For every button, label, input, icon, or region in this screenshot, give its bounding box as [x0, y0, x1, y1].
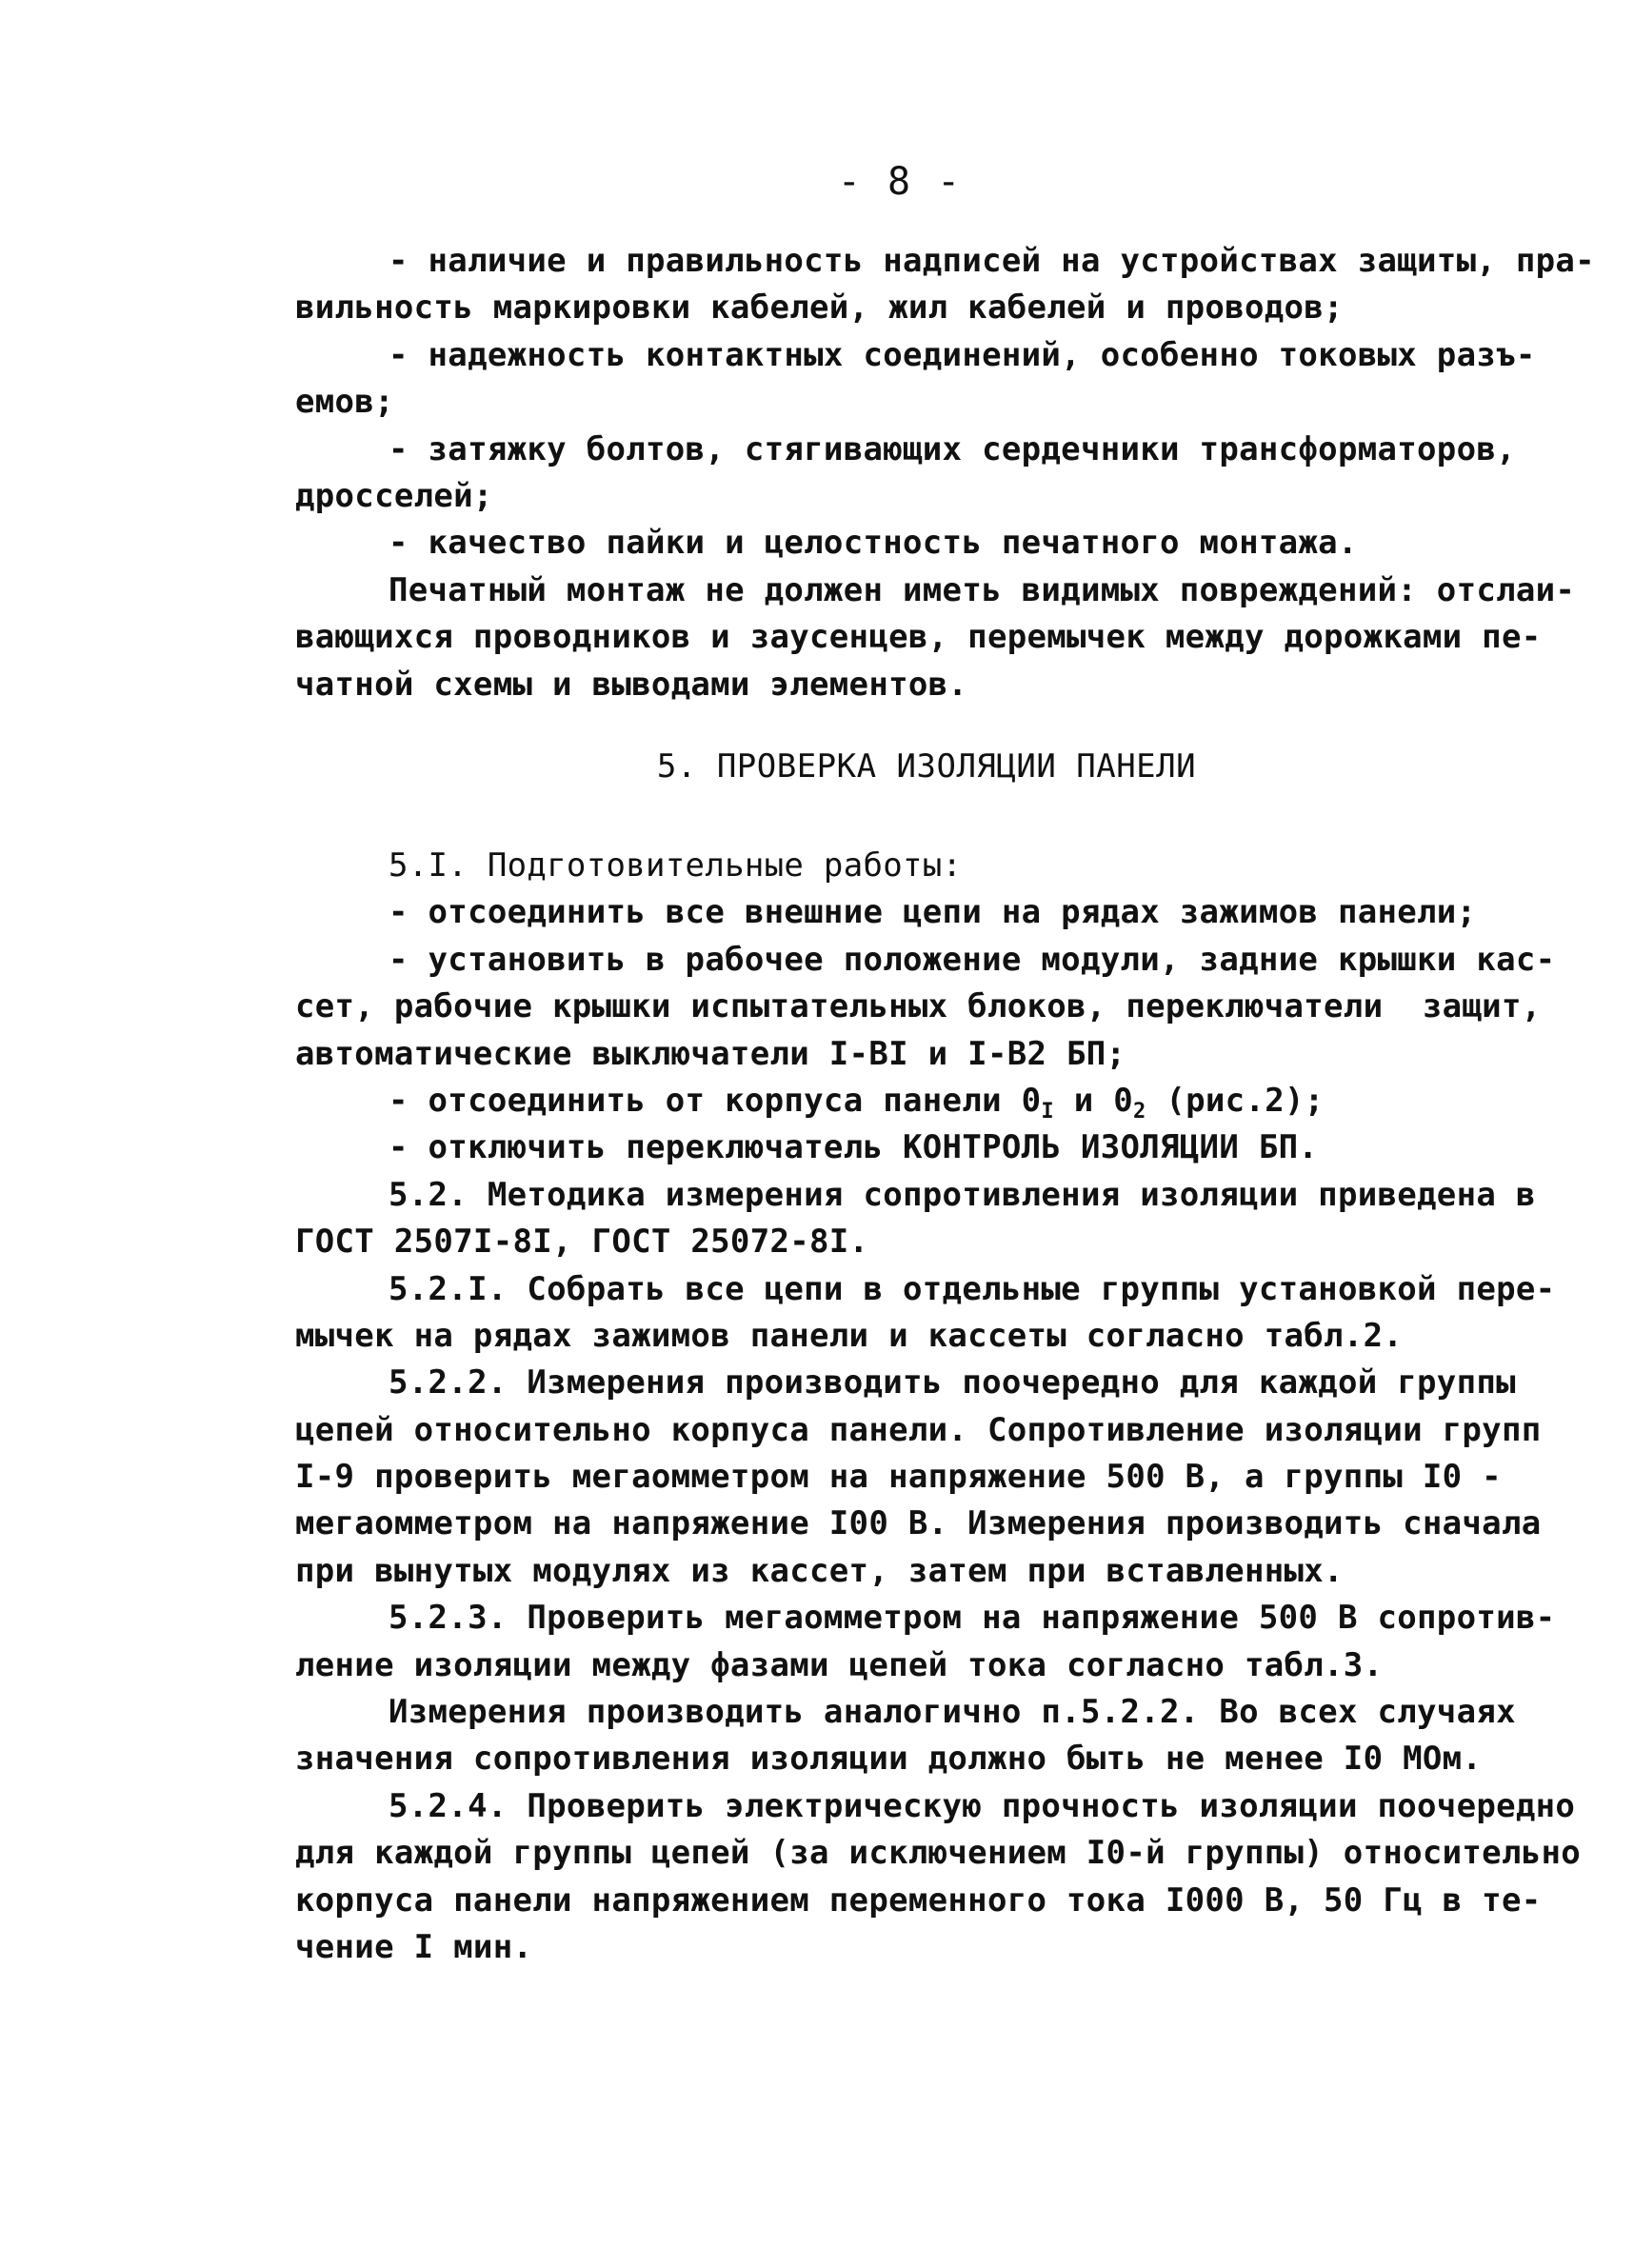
subscript: 2	[1133, 1099, 1146, 1124]
text-line: чатной схемы и выводами элементов.	[295, 665, 968, 704]
text-line: чение I мин.	[295, 1927, 533, 1966]
subsection-heading: 5.I. Подготовительные работы:	[389, 846, 963, 885]
inspection-list	[295, 238, 1595, 708]
text-line: цепей относительно корпуса панели. Сопротивление изоляции групп	[295, 1410, 1542, 1449]
text-line: при вынутых модулях из кассет, затем при вставленных.	[295, 1551, 1344, 1590]
text-line-with-subscripts	[295, 1078, 1524, 1124]
text-line: - установить в рабочее положение модули, задние крышки кас-	[389, 940, 1556, 979]
subscript: I	[1041, 1099, 1054, 1124]
text-line: 5.2. Методика измерения сопротивления изоляции приведена в	[389, 1175, 1536, 1214]
text-line: сет, рабочие крышки испытательных блоков, переключатели защит,	[295, 987, 1542, 1026]
text-line: мегаомметром на напряжение I00 В. Измерения производить сначала	[295, 1504, 1542, 1543]
text-line: 5.2.3. Проверить мегаомметром на напряжение 500 В сопротив-	[389, 1599, 1556, 1638]
text-line: 5.2.4. Проверить электрическую прочность изоляции поочередно	[389, 1786, 1576, 1825]
section-body	[295, 843, 1582, 1971]
text-line: 5.2.2. Измерения производить поочередно для каждой группы	[389, 1363, 1516, 1403]
text-line: - отключить переключатель КОНТРОЛЬ ИЗОЛЯЦИИ БП.	[389, 1128, 1319, 1167]
text-line: емов;	[295, 383, 394, 422]
text-line: Печатный монтаж не должен иметь видимых повреждений: отслаи-	[389, 570, 1576, 609]
text-line: корпуса панели напряжением переменного тока I000 В, 50 Гц в те-	[295, 1880, 1542, 1920]
text-line: ГОСТ 2507I-8I, ГОСТ 25072-8I.	[295, 1223, 869, 1262]
text-line: ление изоляции между фазами цепей тока согласно табл.3.	[295, 1645, 1384, 1684]
text-line: - затяжку болтов, стягивающих сердечники трансформаторов,	[389, 429, 1516, 468]
text-line: 5.2.I. Собрать все цепи в отдельные группы установкой пере-	[389, 1269, 1556, 1308]
text-line: мычек на рядах зажимов панели и кассеты согласно табл.2.	[295, 1316, 1404, 1355]
text-line: вильность маркировки кабелей, жил кабелей и проводов;	[295, 288, 1344, 328]
text-line: значения сопротивления изоляции должно быть не менее I0 МОм.	[295, 1740, 1483, 1779]
text-line: I-9 проверить мегаомметром на напряжение 500 В, а группы I0 -	[295, 1458, 1502, 1497]
text-line: - качество пайки и целостность печатного монтажа.	[389, 524, 1358, 563]
text-fragment: и 0	[1053, 1081, 1134, 1120]
text-line: - надежность контактных соединений, особенно токовых разъ-	[389, 335, 1536, 374]
text-line: вающихся проводников и заусенцев, перемычек между дорожками пе-	[295, 618, 1542, 657]
text-fragment: (рис.2);	[1146, 1081, 1325, 1120]
text-line: дросселей;	[295, 476, 493, 515]
page-number: - 8 -	[837, 160, 963, 204]
text-fragment: - отсоединить от корпуса панели 0	[389, 1081, 1042, 1120]
text-line: - наличие и правильность надписей на устройствах защиты, пра-	[389, 242, 1595, 280]
text-line: автоматические выключатели I-BI и I-B2 БП;	[295, 1034, 1126, 1073]
text-line: Измерения производить аналогично п.5.2.2. Во всех случаях	[389, 1693, 1516, 1732]
text-line: для каждой группы цепей (за исключением I0-й группы) относительно	[295, 1834, 1582, 1873]
text-line: - отсоединить все внешние цепи на рядах зажимов панели;	[389, 893, 1477, 932]
section-heading: 5. ПРОВЕРКА ИЗОЛЯЦИИ ПАНЕЛИ	[656, 747, 1197, 786]
